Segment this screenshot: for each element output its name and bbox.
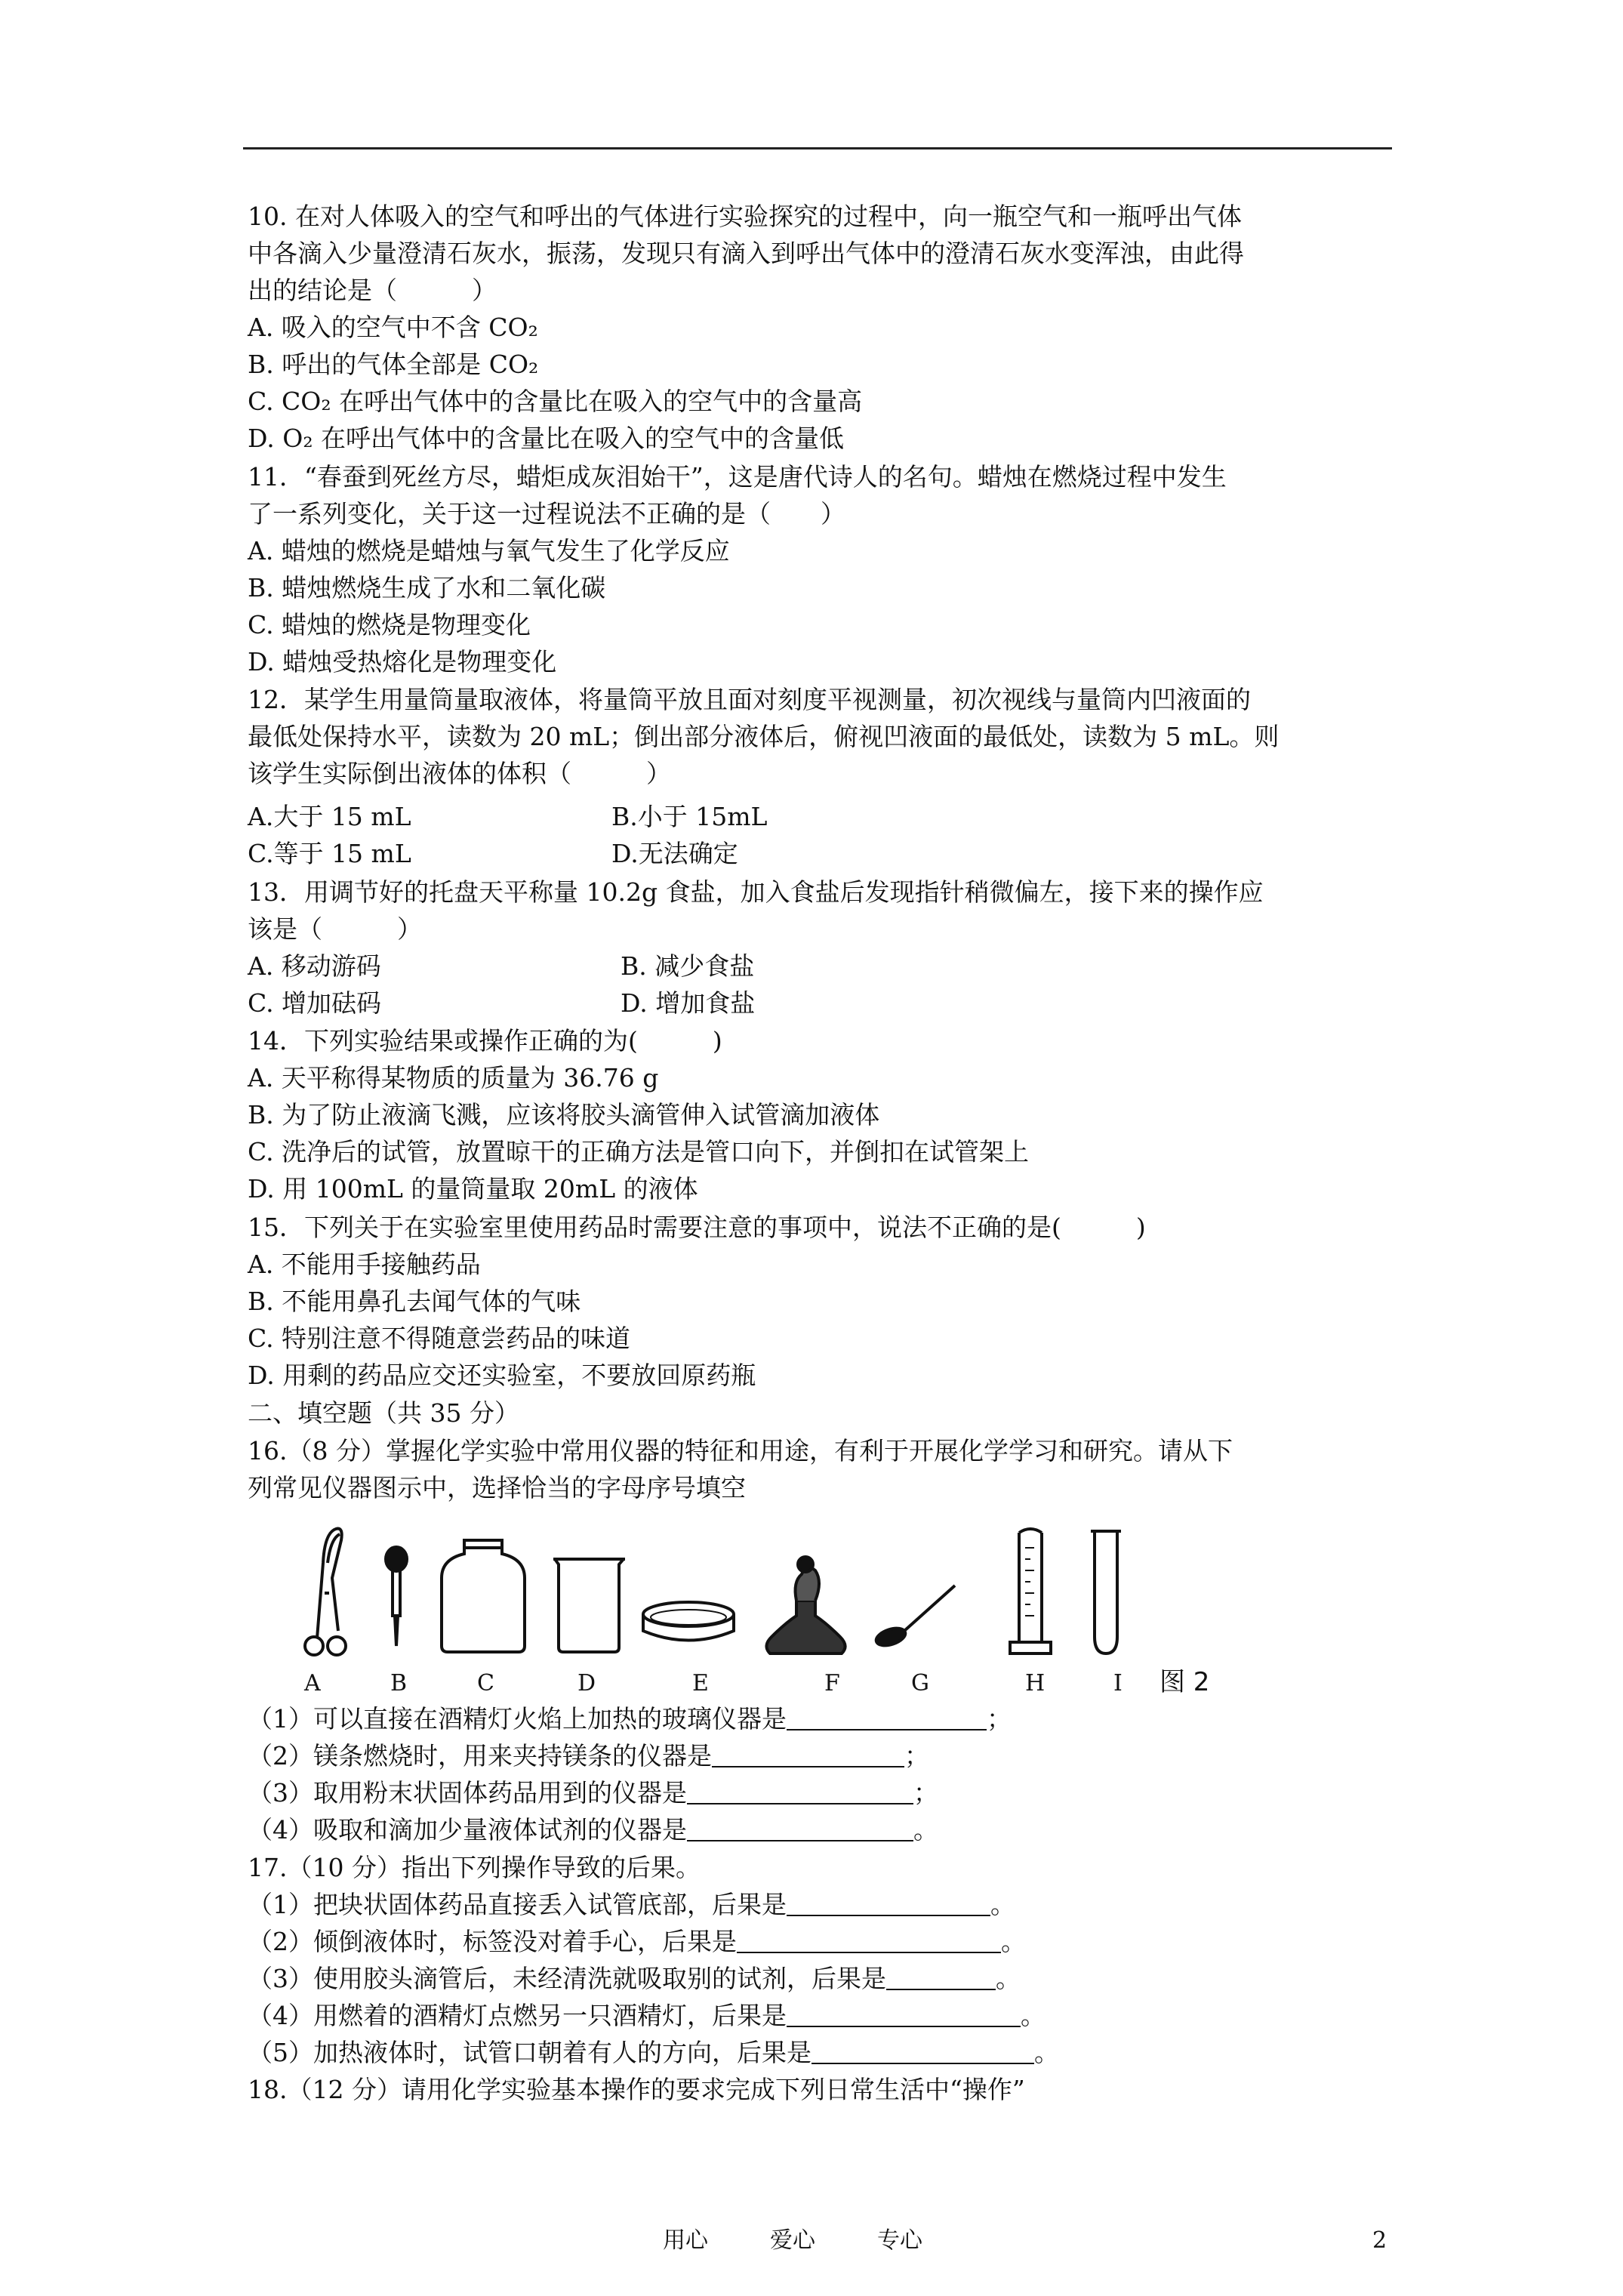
q11-option-d: D. 蜡烛受热熔化是物理变化 xyxy=(248,647,557,676)
q16-item-3-text: （3）取用粉末状固体药品用到的仪器是 xyxy=(248,1778,687,1808)
q17-item-1-end: 。 xyxy=(990,1890,1015,1919)
q13-line-2: 该是（ ） xyxy=(248,914,422,944)
q17-item-1-text: （1）把块状固体药品直接丢入试管底部，后果是 xyxy=(248,1890,787,1919)
apparatus-letter-d: D xyxy=(577,1670,596,1697)
beaker-icon xyxy=(553,1559,625,1652)
q15-option-d: D. 用剩的药品应交还实验室，不要放回原药瓶 xyxy=(248,1361,756,1390)
q17-item-3 xyxy=(248,1962,1021,1996)
q17-item-4-text: （4）用燃着的酒精灯点燃另一只酒精灯，后果是 xyxy=(248,2001,787,2030)
q13-line-1: 13．用调节好的托盘天平称量 10.2g 食盐，加入食盐后发现指针稍微偏左，接下来的操作应 xyxy=(248,877,1264,907)
q17-item-5-text: （5）加热液体时，试管口朝着有人的方向，后果是 xyxy=(248,2038,812,2067)
q12-line-3: 该学生实际倒出液体的体积（ ） xyxy=(248,759,671,788)
header-rule xyxy=(243,147,1392,149)
q14-option-d: D. 用 100mL 的量筒量取 20mL 的液体 xyxy=(248,1174,698,1203)
answer-blank[interactable] xyxy=(787,2003,1021,2027)
answer-blank[interactable] xyxy=(712,1743,904,1767)
apparatus-letter-f: F xyxy=(824,1670,840,1697)
apparatus-letter-i: I xyxy=(1113,1670,1123,1697)
footer-mid: 爱心 xyxy=(770,2227,815,2254)
apparatus-letter-a: A xyxy=(304,1670,321,1697)
q12-option-c: C.等于 15 mL xyxy=(248,839,411,868)
apparatus-letter-h: H xyxy=(1025,1670,1046,1697)
apparatus-letter-c: C xyxy=(477,1670,494,1697)
q10-option-a: A. 吸入的空气中不含 CO₂ xyxy=(248,313,538,342)
q16-line-2: 列常见仪器图示中，选择恰当的字母序号填空 xyxy=(248,1473,746,1502)
q14-option-b: B. 为了防止液滴飞溅，应该将胶头滴管伸入试管滴加液体 xyxy=(248,1100,880,1130)
q10-line-3: 出的结论是（ ） xyxy=(248,276,497,305)
section-heading: 二、填空题（共 35 分） xyxy=(248,1398,519,1428)
figure-label: 图 2 xyxy=(1160,1667,1210,1697)
q16-item-1 xyxy=(248,1703,1012,1736)
measuring-cylinder-icon xyxy=(1010,1529,1051,1653)
footer-left: 用心 xyxy=(663,2227,708,2254)
q14-option-a: A. 天平称得某物质的质量为 36.76 g xyxy=(248,1063,659,1093)
q10-option-b: B. 呼出的气体全部是 CO₂ xyxy=(248,350,539,379)
q14-line-1: 14．下列实验结果或操作正确的为( ) xyxy=(248,1026,722,1056)
apparatus-letter-b: B xyxy=(390,1670,408,1697)
q17-item-3-end: 。 xyxy=(996,1964,1021,1993)
q17-item-5-end: 。 xyxy=(1034,2038,1059,2067)
dropper-icon xyxy=(386,1547,407,1646)
q16-item-1-text: （1）可以直接在酒精灯火焰上加热的玻璃仪器是 xyxy=(248,1704,787,1734)
q13-option-a: A. 移动游码 xyxy=(248,951,381,981)
q15-option-a: A. 不能用手接触药品 xyxy=(248,1250,481,1279)
q11-line-1: 11．“春蚕到死丝方尽，蜡炬成灰泪始干”，这是唐代诗人的名句。蜡烛在燃烧过程中发生 xyxy=(248,462,1227,492)
q18-line: 18.（12 分）请用化学实验基本操作的要求完成下列日常生活中“操作” xyxy=(248,2075,1025,2104)
q16-item-4-text: （4）吸取和滴加少量液体试剂的仪器是 xyxy=(248,1815,687,1845)
q17-item-2 xyxy=(248,1925,1026,1959)
q15-option-c: C. 特别注意不得随意尝药品的味道 xyxy=(248,1324,631,1353)
wide-mouth-bottle-icon xyxy=(442,1540,525,1652)
q10-line-2: 中各滴入少量澄清石灰水，振荡，发现只有滴入到呼出气体中的澄清石灰水变浑浊，由此得 xyxy=(248,239,1244,268)
medicine-spoon-icon xyxy=(874,1586,955,1649)
q16-item-4-end: 。 xyxy=(913,1815,938,1845)
q17-item-3-text: （3）使用胶头滴管后，未经清洗就吸取别的试剂，后果是 xyxy=(248,1964,886,1993)
answer-blank[interactable] xyxy=(737,1929,1001,1953)
apparatus-letter-e: E xyxy=(692,1670,709,1697)
q16-item-3-end: ； xyxy=(913,1778,938,1808)
q12-option-b: B.小于 15mL xyxy=(611,802,768,831)
q15-option-b: B. 不能用鼻孔去闻气体的气味 xyxy=(248,1287,581,1316)
q10-option-c: C. CO₂ 在呼出气体中的含量比在吸入的空气中的含量高 xyxy=(248,387,863,416)
answer-blank[interactable] xyxy=(687,1817,913,1841)
q17-item-2-text: （2）倾倒液体时，标签没对着手心，后果是 xyxy=(248,1927,737,1956)
q17-item-4-end: 。 xyxy=(1021,2001,1046,2030)
q16-item-4 xyxy=(248,1814,938,1847)
q12-option-d: D.无法确定 xyxy=(611,839,738,868)
q11-option-a: A. 蜡烛的燃烧是蜡烛与氧气发生了化学反应 xyxy=(248,536,730,566)
apparatus-letter-g: G xyxy=(911,1670,929,1697)
q10-option-d: D. O₂ 在呼出气体中的含量比在吸入的空气中的含量低 xyxy=(248,424,845,453)
q17-item-5 xyxy=(248,2036,1059,2069)
q16-item-3 xyxy=(248,1777,938,1810)
q16-item-2-text: （2）镁条燃烧时，用来夹持镁条的仪器是 xyxy=(248,1741,712,1771)
q16-item-2-end: ； xyxy=(904,1741,929,1771)
q11-option-b: B. 蜡烛燃烧生成了水和二氧化碳 xyxy=(248,573,606,603)
footer-right: 专心 xyxy=(877,2227,922,2254)
q13-option-b: B. 减少食盐 xyxy=(621,951,755,981)
q11-line-2: 了一系列变化，关于这一过程说法不正确的是（ ） xyxy=(248,499,845,529)
q10-line-1: 10. 在对人体吸入的空气和呼出的气体进行实验探究的过程中，向一瓶空气和一瓶呼出气体 xyxy=(248,202,1242,231)
q17-item-1 xyxy=(248,1888,1015,1922)
q17-item-2-end: 。 xyxy=(1001,1927,1026,1956)
test-tube-icon xyxy=(1091,1531,1121,1653)
crucible-tongs-icon xyxy=(305,1529,346,1655)
q13-option-d: D. 增加食盐 xyxy=(621,988,756,1018)
answer-blank[interactable] xyxy=(787,1706,987,1730)
answer-blank[interactable] xyxy=(812,2040,1034,2064)
q15-line-1: 15．下列关于在实验室里使用药品时需要注意的事项中，说法不正确的是( ) xyxy=(248,1213,1146,1242)
alcohol-lamp-icon xyxy=(766,1557,845,1653)
answer-blank[interactable] xyxy=(886,1966,996,1990)
q17-title: 17.（10 分）指出下列操作导致的后果。 xyxy=(248,1853,701,1882)
q16-item-2 xyxy=(248,1740,929,1773)
evaporating-dish-icon xyxy=(643,1602,734,1641)
answer-blank[interactable] xyxy=(787,1892,990,1916)
answer-blank[interactable] xyxy=(687,1780,913,1804)
q16-item-1-end: ； xyxy=(987,1704,1012,1734)
q17-item-4 xyxy=(248,1999,1046,2032)
q12-line-2: 最低处保持水平，读数为 20 mL；倒出部分液体后，俯视凹液面的最低处，读数为 5 mL。则 xyxy=(248,722,1280,751)
q14-option-c: C. 洗净后的试管，放置晾干的正确方法是管口向下，并倒扣在试管架上 xyxy=(248,1137,1030,1166)
apparatus-figure xyxy=(294,1518,1238,1661)
q11-option-c: C. 蜡烛的燃烧是物理变化 xyxy=(248,610,531,639)
q12-line-1: 12．某学生用量筒量取液体，将量筒平放且面对刻度平视测量，初次视线与量筒内凹液面的 xyxy=(248,685,1251,714)
q12-option-a: A.大于 15 mL xyxy=(248,802,411,831)
q16-line-1: 16.（8 分）掌握化学实验中常用仪器的特征和用途，有利于开展化学学习和研究。请从下 xyxy=(248,1436,1233,1465)
page-number: 2 xyxy=(1372,2227,1387,2254)
q13-option-c: C. 增加砝码 xyxy=(248,988,382,1018)
